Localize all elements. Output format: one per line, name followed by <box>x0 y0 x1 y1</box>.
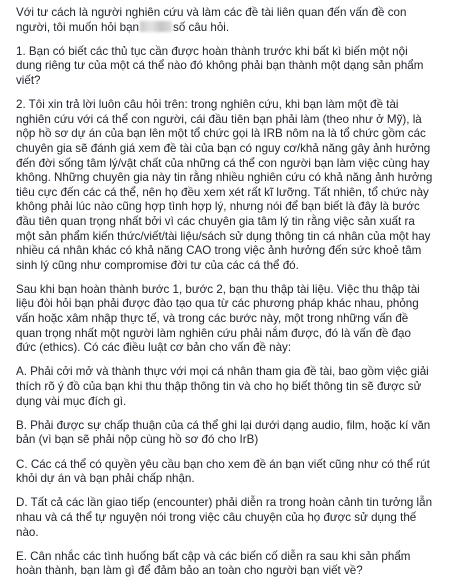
rule-item-a: A. Phải cởi mở và thành thực với mọi cá nhân tham gia đề tài, bao gồm việc giải thích rõ ý đồ của bạn khi thu thập thông tin và cho họ biết thông tin sẽ được sử dụng vài mục đích gì. <box>16 365 429 408</box>
paragraph-answer-2: 2. Tôi xin trả lời luôn câu hỏi trên: trong nghiên cứu, khi bạn làm một đề tài nghiên cứu với cá thể con người, cái đầu tiên bạn phải làm (theo như ở Mỹ), là nộp hồ sơ dự án của bạn lên một tổ chức gọi là IRB nôm na là tổ chức gồm các chuyên gia sẽ đánh giá xem đề tài của bạn có nguy cơ/khả năng gây ảnh hưởng đến đời sống tâm lý/vật chất của những cá thể con người bạn làm việc cùng hay không. Những chuyên gia này tin rằng nhiều nghiên cứu có khả năng ảnh hưởng tiêu cực đến các cá thể, nên họ đều xem xét rất kĩ lưỡng. Tất nhiên, tổ chức này không phải lúc nào cũng hợp tình hợp lý, nhưng nói để bạn biết là đây là bước đầu tiên quan trọng nhất bởi vì các chuyên gia tâm lý tin rằng việc sản xuất ra một sản phẩm kiến thức/viết/tài liệu/sách sử dụng thông tin cá nhân của một hay nhiều cá nhân khác có khả năng CAO trong việc ảnh hưởng đến sức khoẻ tâm sinh lý cũng như compromise đời tư của các cá thể đó. <box>16 98 433 272</box>
intro-text: Với tư cách là người nghiên cứu và làm các đề tài liên quan đến vấn đề con người, tôi muốn hỏi bạn <box>16 6 407 34</box>
rule-item-d: D. Tất cả các lần giao tiếp (encounter) phải diễn ra trong hoàn cảnh tin tưởng lẫn nhau và cá thể tự nguyện nói trong việc câu chuyện của họ được sử dụng thế nào. <box>16 496 433 539</box>
intro-paragraph <box>16 6 434 35</box>
rule-item-e: E. Cân nhắc các tình huống bất cập và các biến cố diễn ra sau khi sản phẩm hoàn thành, bạn làm gì để đảm bảo an toàn cho người bạn viết về? <box>16 549 411 578</box>
intro-text-end: số câu hỏi. <box>173 20 230 34</box>
paragraph-question-1: 1. Bạn có biết các thủ tục cần được hoàn thành trước khi bất kì biến một nội dung riêng tư của một cá thể nào đó không phải bạn thành một dạng sản phẩm viết? <box>16 44 424 87</box>
paragraph-ethics-intro: Sau khi bạn hoàn thành bước 1, bước 2, bạn thu thập tài liệu. Việc thu thập tài liệu đòi hỏi bạn phải được đào tạo qua từ các phương pháp khác nhau, phỏng vấn hoặc xâm nhập thực tế, và trong các bước này, một trong những vấn đề quan trọng nhất một người làm nghiên cứu phải nắm được, đó là vấn đề đạo đức (ethics). Có các điều luật cơ bản cho vấn đề này: <box>16 282 420 355</box>
redacted-word <box>140 21 172 32</box>
rule-item-c: C. Các cá thể có quyền yêu cầu bạn cho xem đề án bạn viết cũng như có thể rút khỏi dự án và bạn phải chấp nhận. <box>16 457 430 486</box>
rule-item-b: B. Phải được sự chấp thuận của cá thể ghi lại dưới dạng audio, film, hoặc kí văn bản (vì bạn sẽ phải nộp cùng hồ sơ đó cho IrB) <box>16 418 431 447</box>
